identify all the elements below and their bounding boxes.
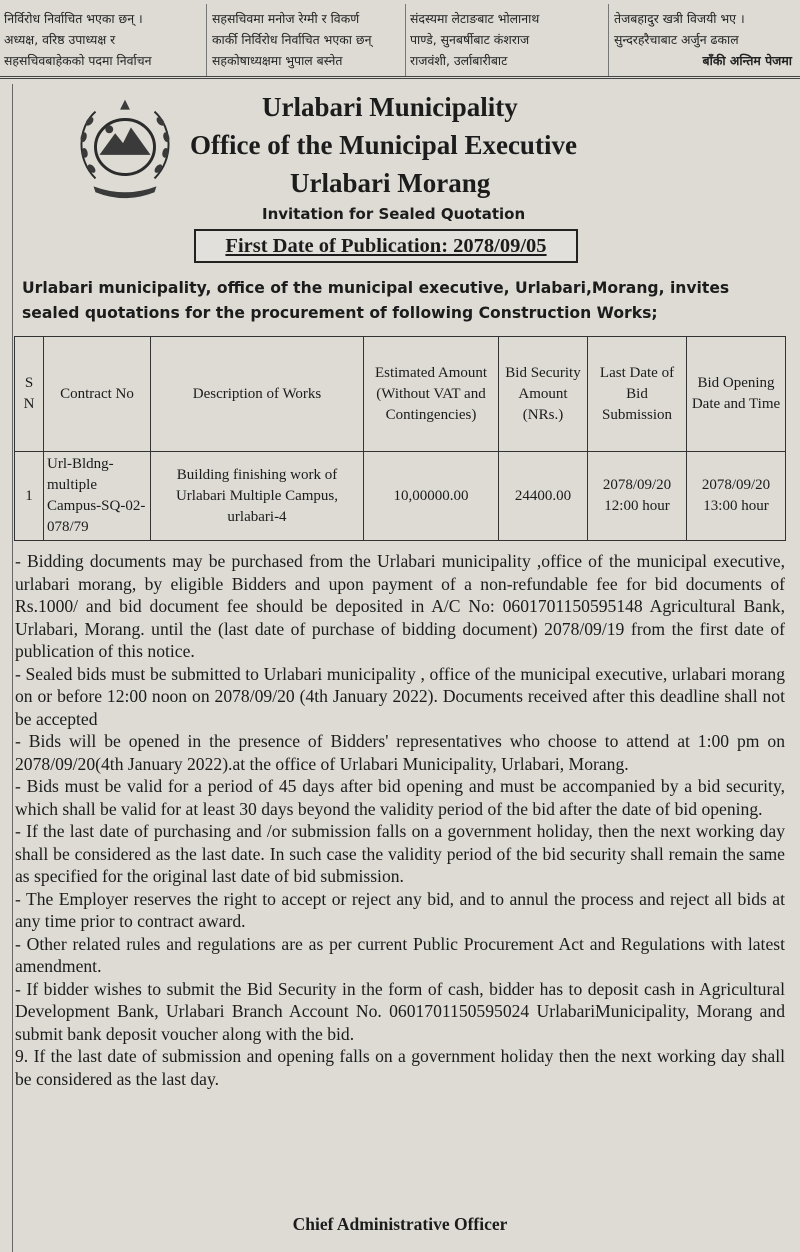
intro-paragraph <box>22 276 782 326</box>
column-divider <box>206 4 207 76</box>
news-column-1 <box>4 8 151 71</box>
header-estimated-amount: Estimated Amount (Without VAT and Contingencies) <box>364 337 499 452</box>
news-line: तेजबहादुर खत्री विजयी भए । <box>614 11 745 26</box>
continued-label: बाँकी अन्तिम पेजमा <box>702 53 792 68</box>
intro-line: sealed quotations for the procurement of following Construction Works; <box>22 304 658 322</box>
news-column-2 <box>212 8 371 71</box>
news-line: पाण्डे, सुनबर्षीबाट कंशराज <box>410 32 530 47</box>
paragraph-holiday: - If the last date of purchasing and /or submission falls on a government holiday, then the next working day shall be considered as the last date. In such case the validity period of the bid security shall remain the same as specified for the original last date of bid submission. <box>15 821 785 886</box>
news-line: सुन्दरहरैचाबाट अर्जुन ढकाल <box>614 32 739 47</box>
header-last-date: Last Date of Bid Submission <box>588 337 687 452</box>
cell-last-date: 2078/09/20 12:00 hour <box>588 452 687 541</box>
news-line: राजवंशी, उर्लाबारीबाट <box>410 53 508 68</box>
paragraph-submission: - Sealed bids must be submitted to Urlabari municipality , office of the municipal executive, urlabari morang on or before 12:00 noon on 2078/09/20 (4th January 2022). Documents received after this deadline shall not be accepted <box>15 663 785 729</box>
news-column-4 <box>614 8 792 71</box>
publication-date: First Date of Publication: 2078/09/05 <box>225 235 547 257</box>
office-title: Office of the Municipal Executive <box>190 130 577 160</box>
intro-line: Urlabari municipality, office of the municipal executive, Urlabari,Morang, invites <box>22 279 730 297</box>
table-header-row <box>15 337 786 452</box>
signature: Chief Administrative Officer <box>292 1214 508 1234</box>
cell-contract-no: Url-Bldng-multiple Campus-SQ-02-078/79 <box>44 452 151 541</box>
strip-divider <box>0 76 800 79</box>
publication-date-box <box>194 229 578 263</box>
news-column-3 <box>410 8 539 71</box>
news-line: संदस्यमा लेटाङबाट भोलानाथ <box>410 11 540 26</box>
header-sn: S N <box>15 337 44 452</box>
news-line: अध्यक्ष, वरिष्ठ उपाध्यक्ष र <box>4 32 116 47</box>
column-divider <box>405 4 406 76</box>
paragraph-validity: - Bids must be valid for a period of 45 days after bid opening and must be accompanied by a bid security, which shall be valid for at least 30 days beyond the validity period of the bid after the date of bid opening. <box>15 776 785 819</box>
paragraph-regulations: - Other related rules and regulations are as per current Public Procurement Act and Regulations with latest amendment. <box>15 933 785 976</box>
works-table <box>14 336 786 541</box>
cell-opening-date: 2078/09/20 13:00 hour <box>687 452 786 541</box>
paragraph-opening: - Bids will be opened in the presence of Bidders' representatives who choose to attend at 1:00 pm on 2078/09/20(4th January 2022).at the office of Urlabari Municipality, Urlabari, Morang. <box>15 731 785 774</box>
top-news-strip <box>0 0 800 76</box>
municipality-title: Urlabari Municipality <box>262 92 518 122</box>
paragraph-purchase: - Bidding documents may be purchased from the Urlabari municipality ,office of the municipal executive, urlabari morang, by eligible Bidders and upon payment of a non-refundable fee for bid documents of Rs.1000/ and bid document fee should be deposited in A/C No: 0601701150595148 Agricultural Bank, Urlabari, Morang. until the (last date of purchase of bidding document) 2078/09/19 from the first date of publication of this notice. <box>15 551 785 661</box>
cell-sn: 1 <box>15 452 44 541</box>
news-line: सहसचिवबाहेकको पदमा निर्वाचन <box>4 53 152 68</box>
news-line: निर्विरोध निर्वाचित भएका छन् । <box>4 11 143 26</box>
cell-bid-security: 24400.00 <box>499 452 588 541</box>
news-line: कार्की निर्विरोध निर्वाचित भएका छन् <box>212 32 372 47</box>
column-divider <box>608 4 609 76</box>
header-description: Description of Works <box>151 337 364 452</box>
header-contract-no: Contract No <box>44 337 151 452</box>
news-line: सहकोषाध्यक्षमा भुपाल बस्नेत <box>212 53 343 68</box>
header-opening-date: Bid Opening Date and Time <box>687 337 786 452</box>
paragraph-cash-security: - If bidder wishes to submit the Bid Security in the form of cash, bidder has to deposit cash in Agricultural Development Bank, Urlabari Branch Account No. 0601701150595024 UrlabariMunicipality, Morang and submit bank deposit voucher along with the bid. <box>15 978 785 1044</box>
paragraph-employer-rights: - The Employer reserves the right to accept or reject any bid, and to annul the process and reject all bids at any time prior to contract award. <box>15 888 785 931</box>
notice-subtitle: Invitation for Sealed Quotation <box>262 205 526 223</box>
notice-body <box>15 550 785 1090</box>
table-row <box>15 452 786 541</box>
header-bid-security: Bid Security Amount (NRs.) <box>499 337 588 452</box>
news-line: सहसचिवमा मनोज रेग्मी र विकर्ण <box>212 11 360 26</box>
location-title: Urlabari Morang <box>290 168 491 198</box>
cell-description: Building finishing work of Urlabari Multiple Campus, urlabari-4 <box>151 452 364 541</box>
paragraph-holiday-last-day: 9. If the last date of submission and opening falls on a government holiday then the next working day shall be considered as the last day. <box>15 1046 785 1089</box>
government-emblem-icon <box>66 88 184 206</box>
cell-estimated-amount: 10,00000.00 <box>364 452 499 541</box>
